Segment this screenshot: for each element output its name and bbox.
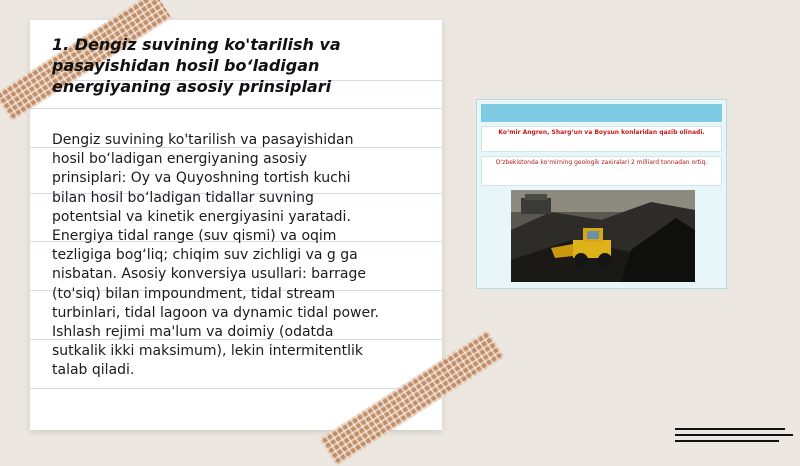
image-header-banner bbox=[481, 104, 722, 122]
decorative-line bbox=[675, 434, 793, 436]
coal-mine-image bbox=[476, 99, 727, 289]
image-caption-1: Ko‘mir Angren, Shargʻun va Boysun konlaridan qazib olinadi. bbox=[481, 126, 722, 152]
paper-rule bbox=[30, 108, 442, 109]
slide-body-text: Dengiz suvining ko'tarilish va pasayishidan hosil bo‘ladigan energiyaning asosiy prinsiplari: Oy va Quyoshning tortish kuchi bilan hosil bo‘ladigan tidallar suvning potentsial va kinetik energiyasini yaratadi. Energiya tidal range (suv qismi) va oqim tezligiga bog‘liq; chiqim suv zichligi va g ga nisbatan. Asosiy konversiya usullari: barrage (to'siq) bilan impoundment, tidal stream turbinlari, tidal lagoon va dynamic tidal power. Ishlash rejimi ma'lum va doimiy (odatda sutkalik ikki maksimum), lekin intermitentlik talab qiladi. bbox=[52, 132, 380, 379]
image-caption-2: O‘zbekistonda ko‘mirning geologik zaxiralari 2 milliard tonnadan ortiq. bbox=[481, 156, 722, 186]
coal-loader-photo bbox=[511, 190, 695, 282]
decorative-line bbox=[675, 428, 785, 430]
decorative-line bbox=[675, 440, 779, 442]
slide-title: 1. Dengiz suvining ko'tarilish va pasayishidan hosil bo‘ladigan energiyaning asosiy prinsiplari bbox=[52, 35, 341, 96]
paper-rule bbox=[30, 388, 442, 389]
